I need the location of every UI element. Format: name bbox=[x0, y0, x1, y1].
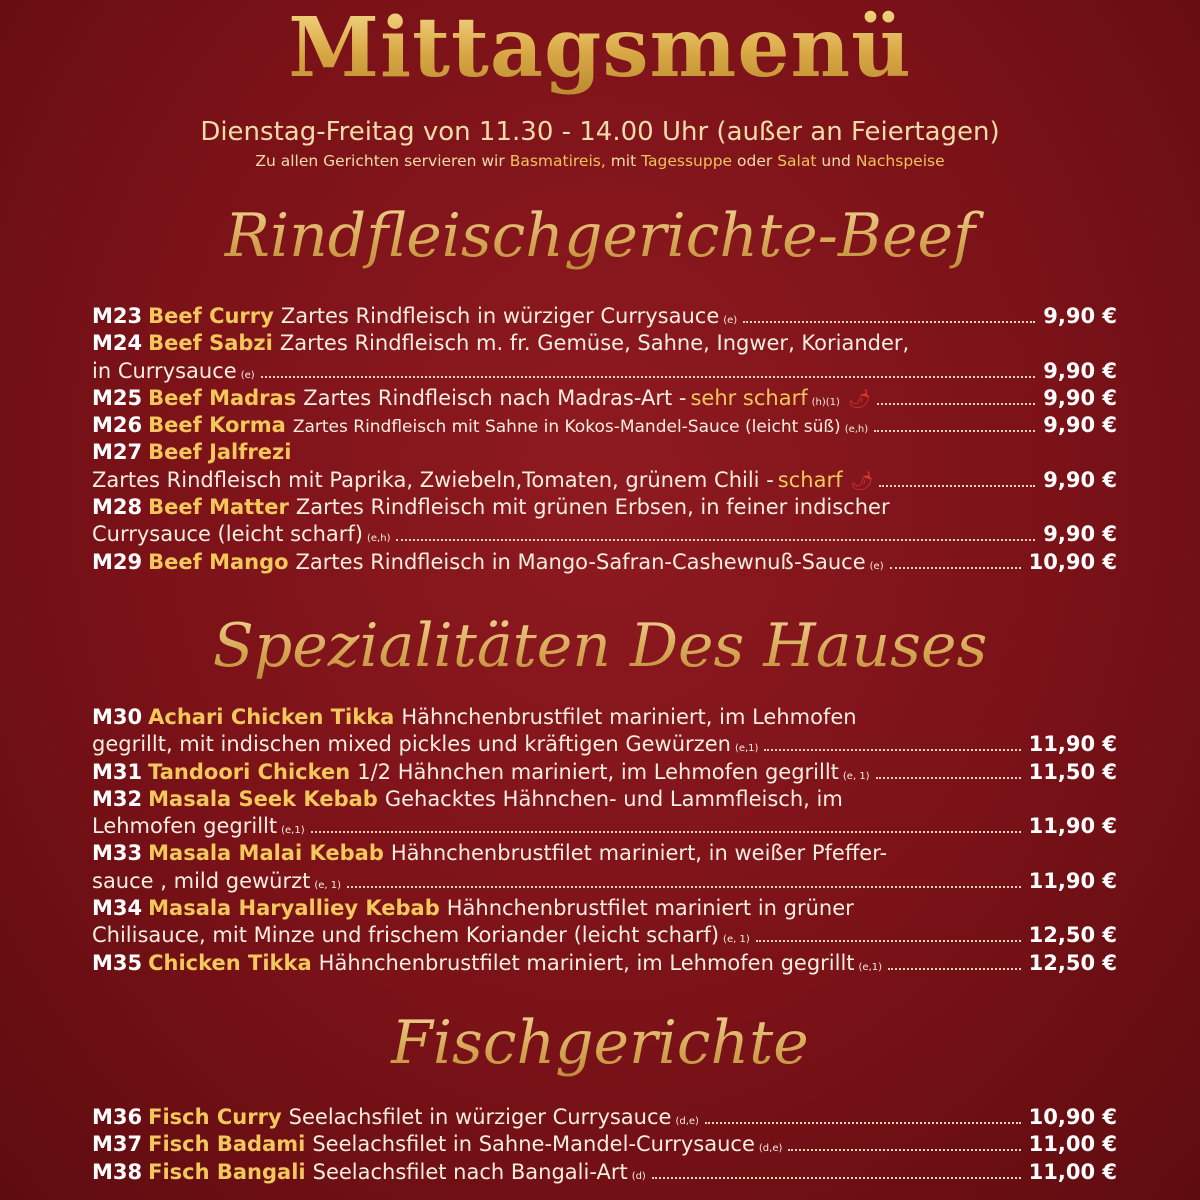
item-price: 12,50 € bbox=[1028, 923, 1117, 948]
item-name: Beef Matter bbox=[148, 495, 289, 520]
item-description: Seelachsfilet in würziger Currysauce bbox=[288, 1105, 672, 1129]
item-code: M33 bbox=[92, 841, 143, 866]
item-description: Seelachsfilet nach Bangali-Art bbox=[312, 1159, 628, 1184]
section-fish-items bbox=[92, 1104, 1117, 1186]
item-code: M35 bbox=[92, 950, 143, 975]
item-code: M26 bbox=[92, 413, 143, 438]
item-name: Chicken Tikka bbox=[148, 950, 312, 975]
item-price: 11,00 € bbox=[1028, 1159, 1117, 1184]
spicy-label: sehr scharf bbox=[690, 385, 808, 410]
menu-row bbox=[92, 1131, 1117, 1158]
served-text: und bbox=[821, 152, 851, 170]
opening-hours: Dienstag-Freitag von 11.30 - 14.00 Uhr (außer an Feiertagen) bbox=[200, 117, 1000, 147]
allergen-note: (e,1) bbox=[734, 743, 759, 755]
section-heading-fish: Fischgerichte bbox=[0, 1005, 1200, 1081]
item-price: 11,50 € bbox=[1028, 759, 1117, 784]
dot-leader bbox=[874, 430, 1035, 432]
dot-leader bbox=[652, 1177, 1021, 1179]
menu-row bbox=[92, 303, 1117, 330]
spicy-label: scharf bbox=[777, 467, 843, 492]
dot-leader bbox=[347, 886, 1021, 888]
chili-icon: 🌶 bbox=[847, 388, 871, 410]
item-price: 11,90 € bbox=[1028, 868, 1117, 893]
item-description: in Currysauce bbox=[92, 358, 237, 383]
menu-row bbox=[92, 412, 1117, 439]
item-price: 9,90 € bbox=[1043, 413, 1117, 438]
item-code: M31 bbox=[92, 759, 143, 784]
item-description: Currysauce (leicht scharf) bbox=[92, 522, 363, 547]
item-price: 11,90 € bbox=[1028, 814, 1117, 839]
menu-row bbox=[92, 521, 1117, 548]
allergen-note: (e, 1) bbox=[314, 879, 342, 891]
item-name: Beef Curry bbox=[148, 304, 274, 328]
item-code: M36 bbox=[92, 1105, 143, 1129]
item-price: 10,90 € bbox=[1028, 549, 1117, 574]
menu-row bbox=[92, 549, 1117, 576]
section-heading-specialties: Spezialitäten Des Hauses bbox=[0, 608, 1200, 684]
section-specialties-items bbox=[92, 704, 1117, 977]
dot-leader bbox=[311, 831, 1021, 833]
item-price: 10,90 € bbox=[1028, 1105, 1117, 1129]
served-rice: Basmatireis, bbox=[509, 152, 606, 170]
item-name: Beef Jalfrezi bbox=[148, 440, 292, 465]
menu-row bbox=[92, 759, 1117, 786]
allergen-note: (e) bbox=[240, 369, 255, 381]
item-code: M24 bbox=[92, 331, 143, 356]
dot-leader bbox=[879, 485, 1035, 487]
item-description: Hähnchenbrustfilet mariniert, im Lehmofen bbox=[401, 705, 857, 729]
dot-leader bbox=[890, 567, 1021, 569]
item-description: Zartes Rindfleisch m. fr. Gemüse, Sahne, Ingwer, Koriander, bbox=[279, 331, 910, 356]
item-price: 9,90 € bbox=[1043, 522, 1117, 547]
allergen-note: (e,h) bbox=[367, 533, 391, 545]
allergen-note: (e) bbox=[723, 315, 738, 326]
page-title: Mittagsmenü bbox=[0, 0, 1200, 96]
allergen-note: (e, 1) bbox=[842, 770, 870, 782]
item-name: Masala Haryalliey Kebab bbox=[148, 896, 440, 921]
served-text: Zu allen Gerichten servieren wir bbox=[255, 152, 505, 170]
item-price: 11,00 € bbox=[1028, 1132, 1117, 1157]
item-description: Chilisauce, mit Minze und frischem Koriander (leicht scharf) bbox=[92, 923, 720, 948]
dot-leader bbox=[876, 777, 1021, 779]
item-code: M25 bbox=[92, 385, 143, 410]
item-price: 9,90 € bbox=[1043, 304, 1117, 328]
menu-row bbox=[92, 1104, 1117, 1131]
item-code: M32 bbox=[92, 786, 143, 811]
allergen-note: (e,h) bbox=[844, 424, 869, 436]
served-soup: Tagessuppe bbox=[641, 152, 733, 170]
item-name: Masala Seek Kebab bbox=[148, 786, 378, 811]
menu-row bbox=[92, 439, 1117, 466]
dot-leader bbox=[705, 1122, 1021, 1124]
menu-row bbox=[92, 895, 1117, 922]
allergen-note: (e,1) bbox=[858, 961, 883, 973]
item-name: Beef Madras bbox=[148, 385, 297, 410]
item-description: Gehacktes Hähnchen- und Lammfleisch, im bbox=[384, 786, 843, 811]
allergen-note: (d) bbox=[631, 1170, 646, 1182]
item-description: Hähnchenbrustfilet mariniert, in weißer Pfeffer- bbox=[390, 841, 888, 866]
item-price: 11,90 € bbox=[1028, 732, 1117, 757]
menu-row bbox=[92, 494, 1117, 521]
allergen-note: (e, 1) bbox=[723, 934, 750, 946]
item-name: Fisch Badami bbox=[148, 1132, 306, 1157]
allergen-note: (e,1) bbox=[281, 825, 305, 837]
item-name: Fisch Bangali bbox=[148, 1159, 306, 1184]
item-name: Masala Malai Kebab bbox=[148, 841, 384, 866]
item-code: M37 bbox=[92, 1132, 143, 1157]
menu-row bbox=[92, 922, 1117, 949]
item-code: M34 bbox=[92, 896, 143, 921]
item-description: Hähnchenbrustfilet mariniert in grüner bbox=[446, 896, 854, 921]
item-description: Zartes Rindfleisch in würziger Currysauce bbox=[280, 304, 720, 328]
item-name: Beef Sabzi bbox=[148, 331, 273, 356]
item-description: Zartes Rindfleisch nach Madras-Art - bbox=[303, 385, 687, 410]
item-name: Achari Chicken Tikka bbox=[148, 705, 395, 729]
item-name: Fisch Curry bbox=[148, 1105, 282, 1129]
item-price: 9,90 € bbox=[1043, 385, 1117, 410]
menu-row bbox=[92, 358, 1117, 385]
item-code: M38 bbox=[92, 1159, 143, 1184]
section-beef-items bbox=[92, 303, 1117, 576]
menu-row bbox=[92, 704, 1117, 731]
menu-row bbox=[92, 813, 1117, 840]
allergen-note: (d,e) bbox=[758, 1143, 783, 1155]
menu-row bbox=[92, 950, 1117, 977]
item-price: 9,90 € bbox=[1043, 358, 1117, 383]
item-description: Zartes Rindfleisch in Mango-Safran-Cashewnuß-Sauce bbox=[295, 549, 866, 574]
served-with-note bbox=[0, 150, 1200, 172]
item-description: Lehmofen gegrillt bbox=[92, 814, 278, 839]
item-name: Beef Korma bbox=[148, 413, 286, 438]
served-text: oder bbox=[737, 152, 773, 170]
allergen-note: (d,e) bbox=[675, 1116, 699, 1127]
menu-row bbox=[92, 840, 1117, 867]
chili-icon: 🌶 bbox=[850, 470, 874, 492]
served-dessert: Nachspeise bbox=[855, 152, 945, 170]
item-name: Tandoori Chicken bbox=[148, 759, 351, 784]
item-code: M30 bbox=[92, 705, 143, 729]
menu-row bbox=[92, 786, 1117, 813]
dot-leader bbox=[261, 376, 1036, 378]
section-heading-beef: Rindfleischgerichte-Beef bbox=[0, 198, 1200, 274]
item-description: 1/2 Hähnchen mariniert, im Lehmofen gegrillt bbox=[357, 759, 839, 784]
item-price: 12,50 € bbox=[1028, 950, 1117, 975]
menu-row bbox=[92, 731, 1117, 758]
dot-leader bbox=[788, 1149, 1020, 1151]
menu-row bbox=[92, 385, 1117, 412]
item-code: M29 bbox=[92, 549, 143, 574]
item-name: Beef Mango bbox=[148, 549, 289, 574]
served-text: mit bbox=[610, 152, 637, 170]
item-description: gegrillt, mit indischen mixed pickles und kräftigen Gewürzen bbox=[92, 732, 731, 757]
item-description: Zartes Rindfleisch mit Paprika, Zwiebeln,Tomaten, grünem Chili - bbox=[92, 467, 774, 492]
menu-row bbox=[92, 330, 1117, 357]
allergen-note: (h)(1) bbox=[811, 396, 840, 408]
dot-leader bbox=[764, 749, 1020, 751]
item-description: Seelachsfilet in Sahne-Mandel-Currysauce bbox=[312, 1132, 755, 1157]
item-code: M28 bbox=[92, 495, 143, 520]
item-description: sauce , mild gewürzt bbox=[92, 868, 311, 893]
served-salad: Salat bbox=[777, 152, 817, 170]
item-description: Zartes Rindfleisch mit grünen Erbsen, in feiner indischer bbox=[295, 495, 890, 520]
dot-leader bbox=[743, 321, 1035, 323]
dot-leader bbox=[877, 403, 1035, 405]
item-price: 9,90 € bbox=[1043, 467, 1117, 492]
menu-row bbox=[92, 868, 1117, 895]
menu-row bbox=[92, 467, 1117, 494]
item-description: Hähnchenbrustfilet mariniert, im Lehmofen gegrillt bbox=[318, 950, 855, 975]
item-description: Zartes Rindfleisch mit Sahne in Kokos-Mandel-Sauce (leicht süß) bbox=[292, 417, 841, 438]
dot-leader bbox=[756, 940, 1021, 942]
item-code: M23 bbox=[92, 304, 143, 328]
menu-row bbox=[92, 1159, 1117, 1186]
dot-leader bbox=[888, 968, 1021, 970]
dot-leader bbox=[396, 539, 1035, 541]
allergen-note: (e) bbox=[869, 560, 884, 572]
item-code: M27 bbox=[92, 440, 143, 465]
